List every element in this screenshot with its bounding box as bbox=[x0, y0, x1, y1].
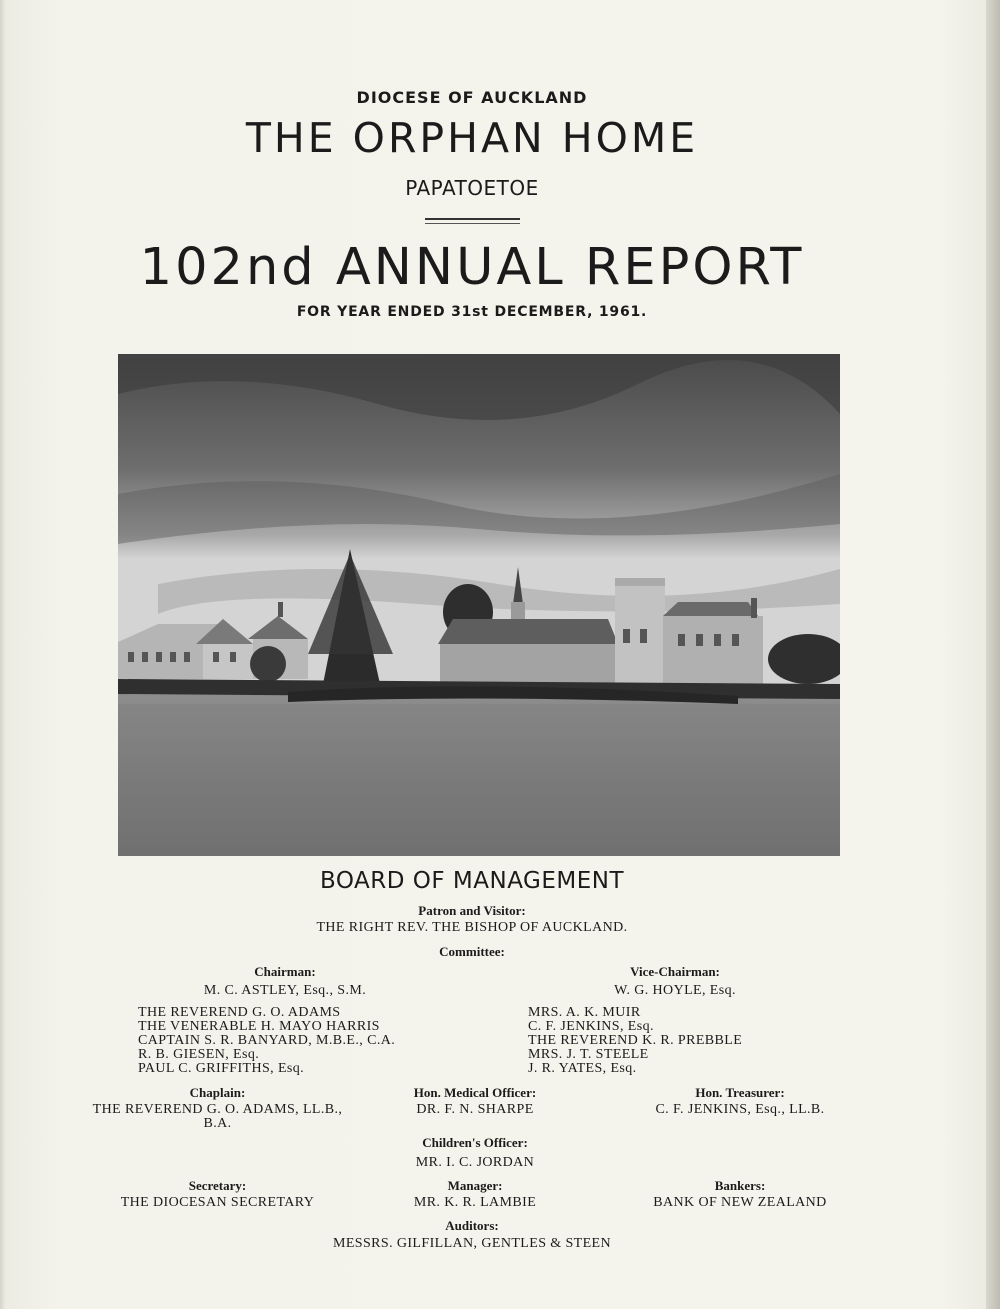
chairman-value: M. C. ASTLEY, Esq., S.M. bbox=[203, 983, 367, 998]
chaplain-value-degree: B.A. bbox=[203, 1116, 232, 1131]
patron-label: Patron and Visitor: bbox=[418, 903, 526, 918]
divider-rule bbox=[425, 218, 520, 220]
manager-value: MR. K. R. LAMBIE bbox=[413, 1195, 537, 1210]
list-item: PAUL C. GRIFFITHS, Esq. bbox=[138, 1061, 305, 1076]
auditors-label: Auditors: bbox=[445, 1218, 499, 1233]
secretary-label: Secretary: bbox=[188, 1178, 247, 1193]
childrens-officer-value: MR. I. C. JORDAN bbox=[415, 1155, 535, 1170]
bankers-label: Bankers: bbox=[714, 1178, 766, 1193]
manager-label: Manager: bbox=[447, 1178, 503, 1193]
list-item: J. R. YATES, Esq. bbox=[528, 1061, 637, 1076]
page-title: THE ORPHAN HOME bbox=[245, 114, 699, 162]
vice-chairman-value: W. G. HOYLE, Esq. bbox=[614, 983, 736, 998]
list-item: C. F. JENKINS, Esq. bbox=[528, 1019, 654, 1034]
divider-rule-thin bbox=[425, 223, 520, 224]
page-right-edge bbox=[986, 0, 1000, 1309]
vice-chairman-label: Vice-Chairman: bbox=[630, 964, 720, 979]
medical-officer-value: DR. F. N. SHARPE bbox=[416, 1102, 534, 1117]
secretary-value: THE DIOCESAN SECRETARY bbox=[120, 1195, 315, 1210]
list-item: THE VENERABLE H. MAYO HARRIS bbox=[138, 1019, 380, 1034]
board-heading: BOARD OF MANAGEMENT bbox=[319, 868, 625, 894]
place-name: PAPATOETOE bbox=[405, 176, 539, 200]
list-item: MRS. J. T. STEELE bbox=[528, 1047, 649, 1062]
treasurer-label: Hon. Treasurer: bbox=[695, 1085, 785, 1100]
chairman-label: Chairman: bbox=[254, 964, 316, 979]
diocese-heading: DIOCESE OF AUCKLAND bbox=[356, 88, 588, 107]
committee-label: Committee: bbox=[439, 944, 505, 959]
committee-members-right bbox=[528, 1006, 742, 1076]
list-item: MRS. A. K. MUIR bbox=[528, 1005, 641, 1020]
medical-officer-label: Hon. Medical Officer: bbox=[413, 1085, 537, 1100]
list-item: CAPTAIN S. R. BANYARD, M.B.E., C.A. bbox=[138, 1033, 396, 1048]
childrens-officer-label: Children's Officer: bbox=[422, 1135, 528, 1150]
chaplain-value: THE REVEREND G. O. ADAMS, LL.B., bbox=[92, 1102, 343, 1117]
auditors-value: MESSRS. GILFILLAN, GENTLES & STEEN bbox=[332, 1236, 612, 1251]
orphan-home-photograph bbox=[118, 354, 840, 856]
bankers-value: BANK OF NEW ZEALAND bbox=[653, 1195, 827, 1210]
list-item: R. B. GIESEN, Esq. bbox=[138, 1047, 260, 1062]
treasurer-value: C. F. JENKINS, Esq., LL.B. bbox=[655, 1102, 825, 1117]
report-year: FOR YEAR ENDED 31st DECEMBER, 1961. bbox=[296, 304, 648, 320]
list-item: THE REVEREND G. O. ADAMS bbox=[138, 1005, 341, 1020]
list-item: THE REVEREND K. R. PREBBLE bbox=[528, 1033, 743, 1048]
chaplain-label: Chaplain: bbox=[189, 1085, 246, 1100]
committee-members-left bbox=[138, 1006, 395, 1076]
report-title: 102nd ANNUAL REPORT bbox=[139, 238, 805, 297]
patron-value: THE RIGHT REV. THE BISHOP OF AUCKLAND. bbox=[316, 920, 628, 935]
